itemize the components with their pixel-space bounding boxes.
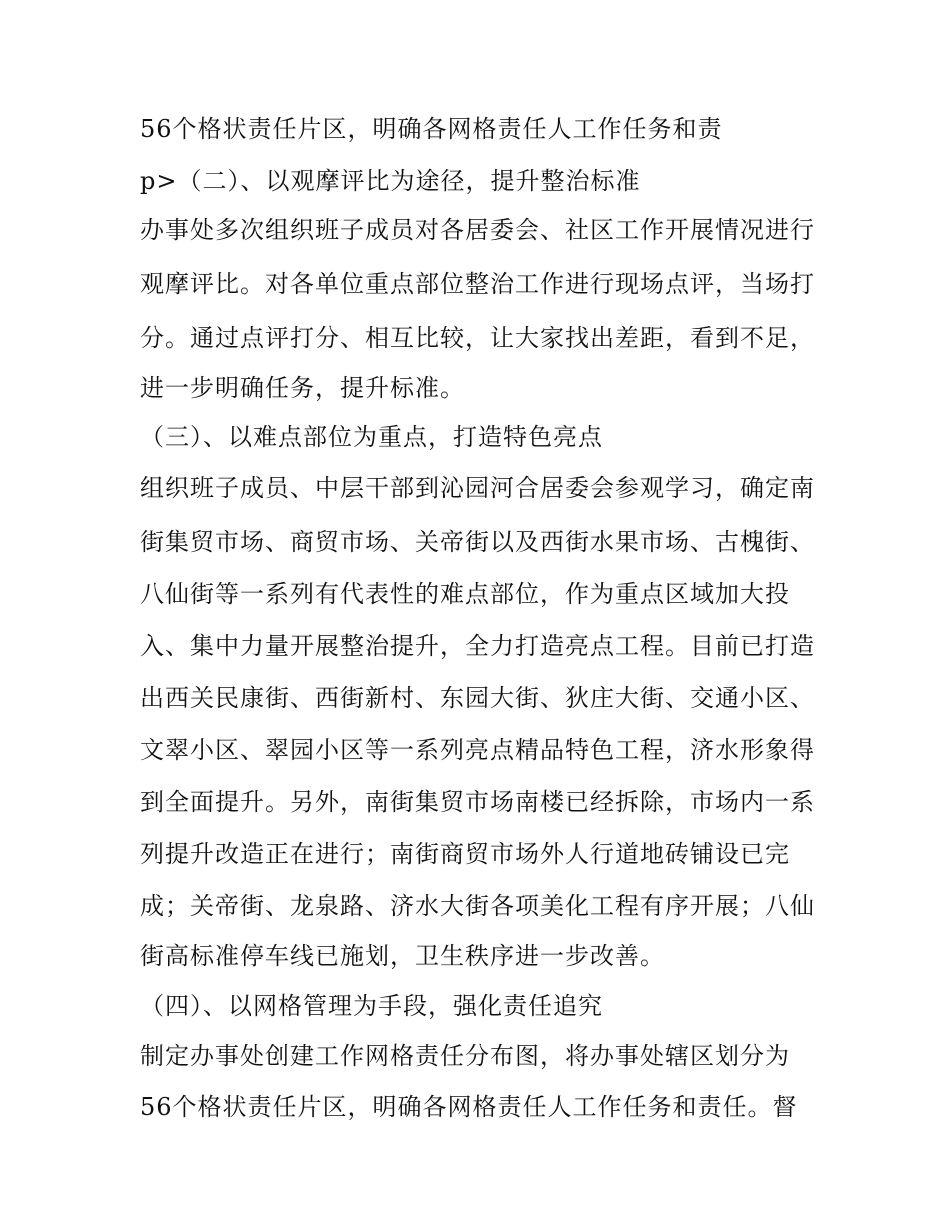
text-line: 成；关帝街、龙泉路、济水大街各项美化工程有序开展；八仙 <box>140 892 815 920</box>
text-line: 列提升改造正在进行；南街商贸市场外人行道地砖铺设已完 <box>140 840 790 868</box>
text-line: 出西关民康街、西街新村、东园大街、狄庄大街、交通小区、 <box>140 684 815 712</box>
section-heading: （三）、以难点部位为重点，打造特色亮点 <box>140 423 603 451</box>
text-line: 分。通过点评打分、相互比较，让大家找出差距，看到不足， <box>140 324 815 352</box>
text-line: 观摩评比。对各单位重点部位整治工作进行现场点评，当场打 <box>140 270 815 298</box>
text-line: 到全面提升。另外，南街集贸市场南楼已经拆除，市场内一系 <box>140 788 815 816</box>
text-line: 入、集中力量开展整治提升，全力打造亮点工程。目前已打造 <box>140 632 815 660</box>
text-line: 制定办事处创建工作网格责任分布图，将办事处辖区划分为 <box>140 1042 790 1070</box>
text-line: 56个格状责任片区，明确各网格责任人工作任务和责 <box>140 115 723 143</box>
text-line: 街高标准停车线已施划，卫生秩序进一步改善。 <box>140 942 665 970</box>
text-line: 办事处多次组织班子成员对各居委会、社区工作开展情况进行 <box>140 216 815 244</box>
text-line: 街集贸市场、商贸市场、关帝街以及西街水果市场、古槐街、 <box>140 528 815 556</box>
section-heading: p>（二）、以观摩评比为途径，提升整治标准 <box>140 167 641 195</box>
text-line: 进一步明确任务，提升标准。 <box>140 374 465 402</box>
text-line: 文翠小区、翠园小区等一系列亮点精品特色工程，济水形象得 <box>140 736 815 764</box>
text-line: 组织班子成员、中层干部到沁园河合居委会参观学习，确定南 <box>140 474 815 502</box>
text-line: 56个格状责任片区，明确各网格责任人工作任务和责任。督 <box>140 1093 798 1121</box>
section-heading: （四）、以网格管理为手段，强化责任追究 <box>140 992 603 1020</box>
text-line: 八仙街等一系列有代表性的难点部位，作为重点区域加大投 <box>140 580 790 608</box>
